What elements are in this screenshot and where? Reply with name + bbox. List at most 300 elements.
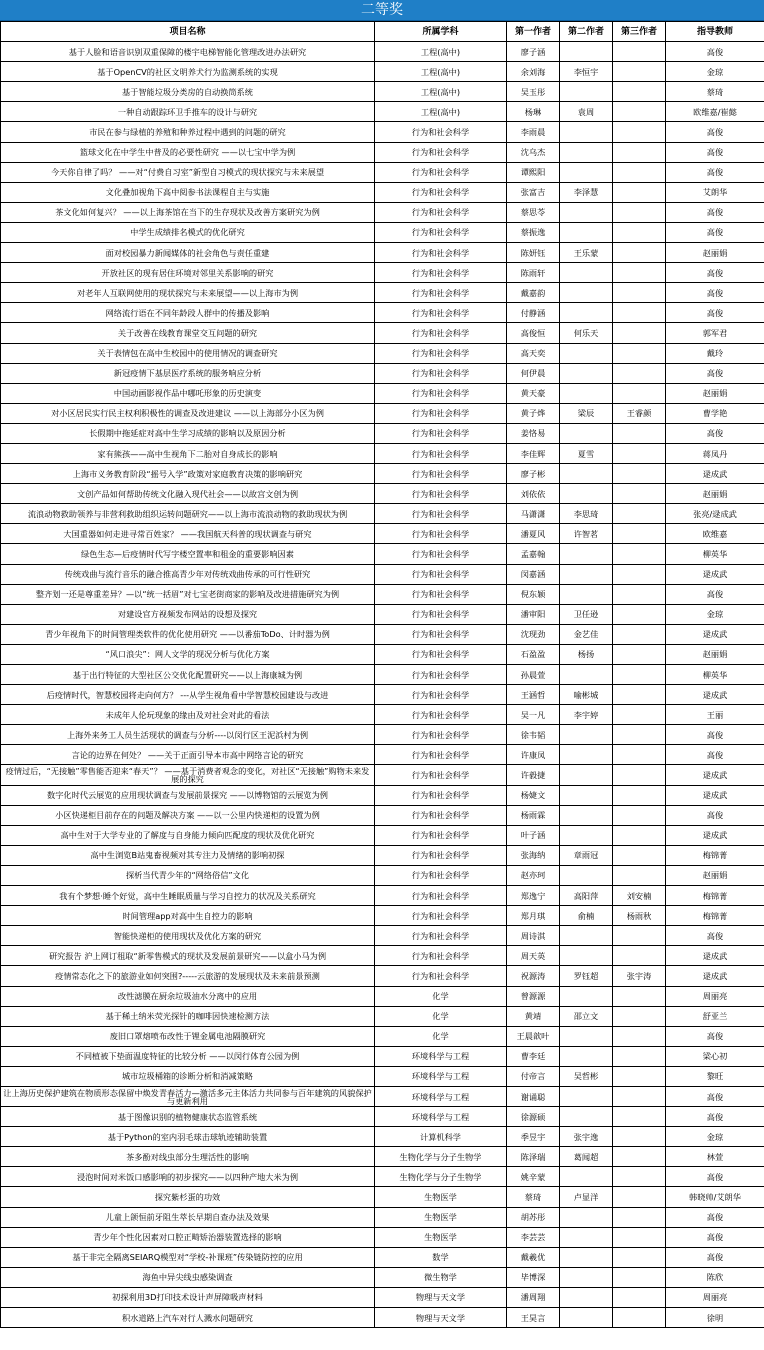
first-author-cell: 潘审阳 — [507, 604, 560, 624]
third-author-cell — [613, 182, 666, 202]
first-author-cell: 杨雨霖 — [507, 805, 560, 825]
table-row — [1, 1308, 764, 1328]
table-row — [1, 725, 764, 745]
third-author-cell — [613, 1026, 666, 1046]
subject-cell: 化学 — [375, 1006, 507, 1026]
second-author-cell: 李思琦 — [560, 504, 613, 524]
second-author-cell — [560, 1207, 613, 1227]
subject-cell: 行为和社会科学 — [375, 745, 507, 765]
advisor-cell: 王丽 — [666, 705, 764, 725]
third-author-cell — [613, 1147, 666, 1167]
subject-cell: 行为和社会科学 — [375, 423, 507, 443]
subject-cell: 行为和社会科学 — [375, 705, 507, 725]
first-author-cell: 杨婕文 — [507, 785, 560, 805]
advisor-cell: 高俊 — [666, 926, 764, 946]
subject-cell: 行为和社会科学 — [375, 182, 507, 202]
second-author-cell — [560, 986, 613, 1006]
first-author-cell: 蔡琦 — [507, 1187, 560, 1207]
third-author-cell — [613, 323, 666, 343]
table-row — [1, 162, 764, 182]
first-author-cell: 何伊晨 — [507, 363, 560, 383]
table-row — [1, 1227, 764, 1247]
subject-cell: 生物医学 — [375, 1207, 507, 1227]
second-author-cell: 喻彬城 — [560, 685, 613, 705]
third-author-cell — [613, 1207, 666, 1227]
third-author-cell — [613, 263, 666, 283]
first-author-cell: 曹李廷 — [507, 1046, 560, 1066]
first-author-cell: 付帝言 — [507, 1066, 560, 1086]
table-row — [1, 785, 764, 805]
first-author-cell: 张富吉 — [507, 182, 560, 202]
table-row — [1, 665, 764, 685]
subject-cell: 行为和社会科学 — [375, 222, 507, 242]
second-author-cell: 梁辰 — [560, 403, 613, 423]
first-author-cell: 潘夏风 — [507, 524, 560, 544]
subject-cell: 行为和社会科学 — [375, 865, 507, 885]
first-author-cell: 李佳辉 — [507, 443, 560, 463]
advisor-cell: 赵丽娟 — [666, 644, 764, 664]
advisor-cell: 郭军君 — [666, 323, 764, 343]
subject-cell: 行为和社会科学 — [375, 946, 507, 966]
table-row — [1, 825, 764, 845]
advisor-cell: 高俊 — [666, 1247, 764, 1267]
subject-cell: 环境科学与工程 — [375, 1107, 507, 1127]
project-name-cell: 探究紫杉蛋的功效 — [1, 1187, 375, 1207]
second-author-cell: 袁周 — [560, 102, 613, 122]
third-author-cell — [613, 504, 666, 524]
project-name-cell: 基于智能垃圾分类房的自动换筒系统 — [1, 82, 375, 102]
project-name-cell: 儿童上颌恒前牙阻生萃长早期自查办法及效果 — [1, 1207, 375, 1227]
advisor-cell: 逯成武 — [666, 946, 764, 966]
advisor-cell: 高俊 — [666, 584, 764, 604]
third-author-cell — [613, 202, 666, 222]
advisor-cell: 柳英华 — [666, 665, 764, 685]
second-author-cell: 李宇婷 — [560, 705, 613, 725]
first-author-cell: 石盈盈 — [507, 644, 560, 664]
project-name-cell: 市民在参与绿植的养殖和种养过程中遇到的问题的研究 — [1, 122, 375, 142]
award-level-banner: 二等奖 — [0, 0, 764, 21]
table-row — [1, 624, 764, 644]
project-name-cell: 不同植被下垫面温度特征的比较分析 ——以闵行体育公园为例 — [1, 1046, 375, 1066]
third-author-cell — [613, 745, 666, 765]
second-author-cell — [560, 383, 613, 403]
third-author-cell — [613, 1287, 666, 1307]
table-row — [1, 323, 764, 343]
project-name-cell: 绿色生态—后疫情时代写字楼空置率和租金的重要影响因素 — [1, 544, 375, 564]
subject-cell: 行为和社会科学 — [375, 303, 507, 323]
table-row — [1, 182, 764, 202]
subject-cell: 计算机科学 — [375, 1127, 507, 1147]
advisor-cell: 高俊 — [666, 745, 764, 765]
subject-cell: 行为和社会科学 — [375, 644, 507, 664]
first-author-cell: 黄天豪 — [507, 383, 560, 403]
third-author-cell — [613, 544, 666, 564]
advisor-cell: 高俊 — [666, 725, 764, 745]
advisor-cell: 蔡琦 — [666, 82, 764, 102]
project-name-cell: 基于图像识别的植物健康状态监管系统 — [1, 1107, 375, 1127]
table-row — [1, 845, 764, 865]
second-author-cell — [560, 825, 613, 845]
subject-cell: 行为和社会科学 — [375, 785, 507, 805]
project-name-cell: 研究报告 沪上网订租取“新零售模式的现状及发展前景研究——以盒小马为例 — [1, 946, 375, 966]
second-author-cell — [560, 122, 613, 142]
first-author-cell: 陈泽瑞 — [507, 1147, 560, 1167]
second-author-cell — [560, 805, 613, 825]
project-name-cell: 网络流行语在不同年龄段人群中的传播及影响 — [1, 303, 375, 323]
first-author-cell: 高俊恒 — [507, 323, 560, 343]
second-author-cell: 卫任逊 — [560, 604, 613, 624]
first-author-cell: 祝源涛 — [507, 966, 560, 986]
advisor-cell: 高俊 — [666, 42, 764, 62]
table-row — [1, 685, 764, 705]
project-name-cell: 积水道路上汽车对行人溅水问题研究 — [1, 1308, 375, 1328]
project-name-cell: 长假期中拖延症对高中生学习成绩的影响以及原因分析 — [1, 423, 375, 443]
second-author-cell — [560, 464, 613, 484]
second-author-cell: 金艺佳 — [560, 624, 613, 644]
advisor-cell: 陈欣 — [666, 1267, 764, 1287]
project-name-cell: 初探利用3D打印技术设计声屏障吸声材料 — [1, 1287, 375, 1307]
header-row — [1, 22, 764, 42]
advisor-cell: 林萱 — [666, 1147, 764, 1167]
table-row — [1, 564, 764, 584]
subject-cell: 行为和社会科学 — [375, 162, 507, 182]
subject-cell: 行为和社会科学 — [375, 685, 507, 705]
third-author-cell: 王睿颜 — [613, 403, 666, 423]
table-row — [1, 524, 764, 544]
second-author-cell — [560, 745, 613, 765]
second-author-cell — [560, 785, 613, 805]
advisor-cell: 赵丽娟 — [666, 383, 764, 403]
second-author-cell — [560, 725, 613, 745]
project-name-cell: 传统戏曲与流行音乐的融合推高青少年对传统戏曲传承的可行性研究 — [1, 564, 375, 584]
first-author-cell: 陈雨轩 — [507, 263, 560, 283]
second-author-cell: 俞楠 — [560, 906, 613, 926]
subject-cell: 工程(高中) — [375, 42, 507, 62]
third-author-cell — [613, 283, 666, 303]
subject-cell: 行为和社会科学 — [375, 624, 507, 644]
table-row — [1, 986, 764, 1006]
subject-cell: 行为和社会科学 — [375, 886, 507, 906]
second-author-cell — [560, 765, 613, 785]
advisor-cell: 金琼 — [666, 62, 764, 82]
project-name-cell: 城市垃圾桶箱的诊断分析和消减策略 — [1, 1066, 375, 1086]
project-name-cell: 疫情常态化之下的旅游业如何突围?-----云旅游的发展现状及未来前景预测 — [1, 966, 375, 986]
subject-cell: 工程(高中) — [375, 102, 507, 122]
project-name-cell: 一种自动跟踪环卫手推车的设计与研究 — [1, 102, 375, 122]
subject-cell: 行为和社会科学 — [375, 142, 507, 162]
first-author-cell: 廖子彬 — [507, 464, 560, 484]
first-author-cell: 谢诵聪 — [507, 1086, 560, 1106]
advisor-cell: 高俊 — [666, 162, 764, 182]
advisor-cell: 张亮/逯成武 — [666, 504, 764, 524]
project-name-cell: 家有熊孩——高中生视角下二胎对自身成长的影响 — [1, 443, 375, 463]
subject-cell: 行为和社会科学 — [375, 825, 507, 845]
third-author-cell — [613, 926, 666, 946]
third-author-cell — [613, 865, 666, 885]
second-author-cell — [560, 926, 613, 946]
second-author-cell — [560, 1287, 613, 1307]
second-author-cell — [560, 1308, 613, 1328]
table-row — [1, 62, 764, 82]
third-author-cell — [613, 142, 666, 162]
table-row — [1, 1006, 764, 1026]
subject-cell: 物理与天文学 — [375, 1287, 507, 1307]
table-row — [1, 1046, 764, 1066]
second-author-cell — [560, 202, 613, 222]
advisor-cell: 逯成武 — [666, 966, 764, 986]
third-author-cell — [613, 122, 666, 142]
third-author-cell — [613, 785, 666, 805]
advisor-cell: 梅锦菁 — [666, 906, 764, 926]
second-author-cell — [560, 42, 613, 62]
third-author-cell — [613, 1046, 666, 1066]
table-row — [1, 443, 764, 463]
subject-cell: 化学 — [375, 986, 507, 1006]
advisor-cell: 逯成武 — [666, 685, 764, 705]
advisor-cell: 逯成武 — [666, 564, 764, 584]
table-row — [1, 1086, 764, 1106]
third-author-cell: 杨雨秋 — [613, 906, 666, 926]
first-author-cell: 杨琳 — [507, 102, 560, 122]
third-author-cell — [613, 423, 666, 443]
table-row — [1, 303, 764, 323]
second-author-cell: 何乐天 — [560, 323, 613, 343]
table-row — [1, 946, 764, 966]
table-row — [1, 865, 764, 885]
project-name-cell: 疫情过后，“无接触”零售能否迎来“春天”？ ——基于消费者观念的变化，对社区“无接触”购物未来发展的探究 — [1, 765, 375, 785]
subject-cell: 行为和社会科学 — [375, 665, 507, 685]
advisor-cell: 逯成武 — [666, 464, 764, 484]
advisor-cell: 高俊 — [666, 1227, 764, 1247]
subject-cell: 生物化学与分子生物学 — [375, 1147, 507, 1167]
third-author-cell — [613, 524, 666, 544]
advisor-cell: 艾朗华 — [666, 182, 764, 202]
third-author-cell — [613, 1187, 666, 1207]
advisor-cell: 欧维嘉 — [666, 524, 764, 544]
first-author-cell: 徐源硕 — [507, 1107, 560, 1127]
subject-cell: 环境科学与工程 — [375, 1046, 507, 1066]
advisor-cell: 赵丽娟 — [666, 484, 764, 504]
subject-cell: 行为和社会科学 — [375, 584, 507, 604]
subject-cell: 行为和社会科学 — [375, 966, 507, 986]
advisor-cell: 舒亚兰 — [666, 1006, 764, 1026]
table-row — [1, 82, 764, 102]
subject-cell: 行为和社会科学 — [375, 765, 507, 785]
subject-cell: 行为和社会科学 — [375, 564, 507, 584]
table-row — [1, 604, 764, 624]
project-name-cell: 上海外来务工人员生活现状的调查与分析----以闵行区王泥浜村为例 — [1, 725, 375, 745]
second-author-cell: 王乐蒙 — [560, 243, 613, 263]
second-author-cell: 章雨冠 — [560, 845, 613, 865]
advisor-cell: 高俊 — [666, 122, 764, 142]
advisor-cell: 金琼 — [666, 1127, 764, 1147]
first-author-cell: 赵亦珂 — [507, 865, 560, 885]
advisor-cell: 逯成武 — [666, 825, 764, 845]
subject-cell: 工程(高中) — [375, 62, 507, 82]
table-body — [1, 42, 764, 1328]
table-row — [1, 263, 764, 283]
first-author-cell: 蔡振逸 — [507, 222, 560, 242]
advisor-cell: 高俊 — [666, 805, 764, 825]
subject-cell: 生物医学 — [375, 1187, 507, 1207]
advisor-cell: 赵丽娟 — [666, 243, 764, 263]
subject-cell: 行为和社会科学 — [375, 403, 507, 423]
second-author-cell: 杨扬 — [560, 644, 613, 664]
table-row — [1, 122, 764, 142]
second-author-cell: 葛闻超 — [560, 1147, 613, 1167]
third-author-cell — [613, 765, 666, 785]
first-author-cell: 倪东颖 — [507, 584, 560, 604]
third-author-cell — [613, 986, 666, 1006]
advisor-cell: 梅锦菁 — [666, 845, 764, 865]
table-row — [1, 1207, 764, 1227]
third-author-cell — [613, 42, 666, 62]
third-author-cell — [613, 725, 666, 745]
first-author-cell: 曾源源 — [507, 986, 560, 1006]
subject-cell: 行为和社会科学 — [375, 725, 507, 745]
first-author-cell: 姜恪易 — [507, 423, 560, 443]
project-name-cell: 后疫情时代，智慧校园将走向何方？ ---从学生视角看中学智慧校园建设与改进 — [1, 685, 375, 705]
table-row — [1, 1187, 764, 1207]
second-author-cell — [560, 1086, 613, 1106]
third-author-cell — [613, 464, 666, 484]
advisor-cell: 高俊 — [666, 423, 764, 443]
third-author-cell — [613, 82, 666, 102]
project-name-cell: 浸泡时间对米饭口感影响的初步探究——以四种产地大米为例 — [1, 1167, 375, 1187]
subject-cell: 行为和社会科学 — [375, 544, 507, 564]
advisor-cell: 赵丽娟 — [666, 865, 764, 885]
second-author-cell — [560, 343, 613, 363]
third-author-cell — [613, 825, 666, 845]
table-row — [1, 403, 764, 423]
subject-cell: 行为和社会科学 — [375, 464, 507, 484]
third-author-cell — [613, 484, 666, 504]
subject-cell: 生物医学 — [375, 1227, 507, 1247]
project-name-cell: 流浪动物救助领养与非营利救助组织运转问题研究——以上海市流浪动物的救助现状为例 — [1, 504, 375, 524]
first-author-cell: 王晨歆叶 — [507, 1026, 560, 1046]
second-author-cell — [560, 363, 613, 383]
second-author-cell — [560, 303, 613, 323]
first-author-cell: 蔡思苓 — [507, 202, 560, 222]
project-name-cell: 文创产品如何帮助传统文化融入现代社会——以故宫文创为例 — [1, 484, 375, 504]
subject-cell: 行为和社会科学 — [375, 202, 507, 222]
table-row — [1, 283, 764, 303]
third-author-cell — [613, 363, 666, 383]
project-name-cell: 基于非完全隔离SEIARQ模型对“学校-补课班”传染链防控的应用 — [1, 1247, 375, 1267]
first-author-cell: 李芸芸 — [507, 1227, 560, 1247]
advisor-cell: 周丽亮 — [666, 1287, 764, 1307]
table-row — [1, 1147, 764, 1167]
third-author-cell — [613, 1267, 666, 1287]
second-author-cell: 吴哲彬 — [560, 1066, 613, 1086]
second-author-cell — [560, 865, 613, 885]
advisor-cell: 高俊 — [666, 303, 764, 323]
third-author-cell — [613, 102, 666, 122]
third-author-cell — [613, 1227, 666, 1247]
project-name-cell: 基于OpenCV的社区文明养犬行为监测系统的实现 — [1, 62, 375, 82]
table-row — [1, 765, 764, 785]
first-author-cell: 谭熙阳 — [507, 162, 560, 182]
second-author-cell — [560, 1046, 613, 1066]
project-name-cell: 茶文化如何复兴？ ——以上海茶馆在当下的生存现状及改善方案研究为例 — [1, 202, 375, 222]
award-table — [0, 21, 764, 1328]
project-name-cell: 大国重器如何走进寻常百姓家？ ——我国航天科普的现状调查与研究 — [1, 524, 375, 544]
table-row — [1, 464, 764, 484]
project-name-cell: 高中生对于大学专业的了解度与自身能力倾向匹配度的现状及优化研究 — [1, 825, 375, 845]
third-author-cell — [613, 1167, 666, 1187]
third-author-cell: 刘安楠 — [613, 886, 666, 906]
project-name-cell: 智能快递柜的使用现状及优化方案的研究 — [1, 926, 375, 946]
table-row — [1, 1066, 764, 1086]
subject-cell: 行为和社会科学 — [375, 845, 507, 865]
first-author-cell: 周天英 — [507, 946, 560, 966]
advisor-cell: 徐明 — [666, 1308, 764, 1328]
second-author-cell: 张宇逸 — [560, 1127, 613, 1147]
project-name-cell: 整齐划一还是尊重差异？—以“统一括眉”对七宝老街商家的影响及改进措施研究为例 — [1, 584, 375, 604]
first-author-cell: 王昊言 — [507, 1308, 560, 1328]
project-name-cell: 时间管理app对高中生自控力的影响 — [1, 906, 375, 926]
advisor-cell: 周丽亮 — [666, 986, 764, 1006]
third-author-cell — [613, 1127, 666, 1147]
first-author-cell: 毕博深 — [507, 1267, 560, 1287]
project-name-cell: 基于出行特征的大型社区公交优化配置研究——以上海康城为例 — [1, 665, 375, 685]
table-row — [1, 504, 764, 524]
advisor-cell: 欧维嘉/崔懿 — [666, 102, 764, 122]
project-name-cell: 对建设官方视频发布网站的设想及探究 — [1, 604, 375, 624]
subject-cell: 行为和社会科学 — [375, 926, 507, 946]
table-row — [1, 584, 764, 604]
second-author-cell — [560, 263, 613, 283]
first-author-cell: 余刘海 — [507, 62, 560, 82]
first-author-cell: 陈妍钰 — [507, 243, 560, 263]
first-author-cell: 潘周翔 — [507, 1287, 560, 1307]
table-row — [1, 1127, 764, 1147]
advisor-cell: 梅锦菁 — [666, 886, 764, 906]
first-author-cell: 许毅捷 — [507, 765, 560, 785]
header-project-name: 项目名称 — [1, 22, 375, 42]
advisor-cell: 黎旺 — [666, 1066, 764, 1086]
first-author-cell: 张海纳 — [507, 845, 560, 865]
first-author-cell: 黄子烨 — [507, 403, 560, 423]
subject-cell: 数学 — [375, 1247, 507, 1267]
subject-cell: 行为和社会科学 — [375, 484, 507, 504]
second-author-cell — [560, 946, 613, 966]
second-author-cell: 高阳萍 — [560, 886, 613, 906]
first-author-cell: 许康凤 — [507, 745, 560, 765]
table-row — [1, 805, 764, 825]
third-author-cell — [613, 1006, 666, 1026]
table-row — [1, 644, 764, 664]
third-author-cell — [613, 644, 666, 664]
project-name-cell: 青少年个性化因素对口腔正畸矫治器装置选择的影响 — [1, 1227, 375, 1247]
advisor-cell: 高俊 — [666, 142, 764, 162]
advisor-cell: 逯成武 — [666, 765, 764, 785]
second-author-cell — [560, 584, 613, 604]
table-row — [1, 222, 764, 242]
first-author-cell: 徐韦韬 — [507, 725, 560, 745]
third-author-cell — [613, 845, 666, 865]
subject-cell: 行为和社会科学 — [375, 524, 507, 544]
third-author-cell — [613, 1247, 666, 1267]
third-author-cell — [613, 705, 666, 725]
third-author-cell — [613, 685, 666, 705]
first-author-cell: 姚辛蒙 — [507, 1167, 560, 1187]
subject-cell: 行为和社会科学 — [375, 504, 507, 524]
second-author-cell — [560, 162, 613, 182]
advisor-cell: 高俊 — [666, 1167, 764, 1187]
table-row — [1, 886, 764, 906]
advisor-cell: 曹学艳 — [666, 403, 764, 423]
